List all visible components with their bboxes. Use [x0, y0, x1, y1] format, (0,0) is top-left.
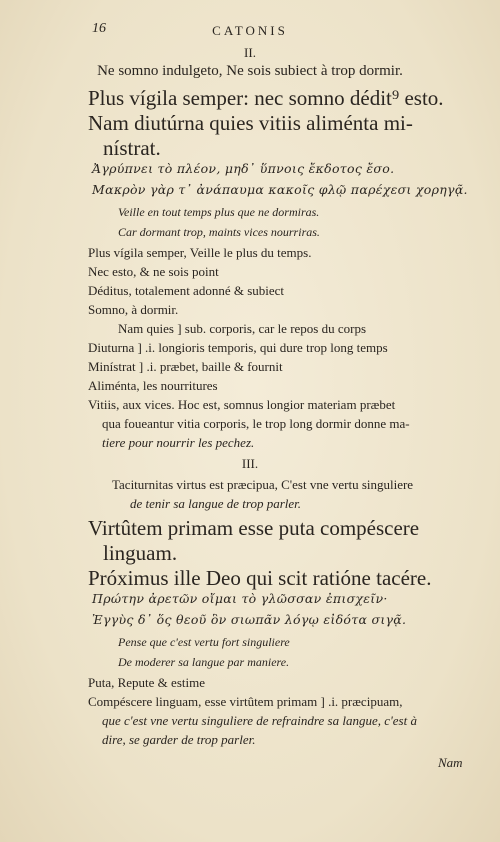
greek-line: Ἀγρύπνει τὸ πλέον, μηδ᾽ ὕπνοις ἔκδοτος ἔσο.	[92, 161, 395, 176]
verse-line: Virtûtem primam esse puta compéscere	[88, 516, 420, 540]
verse-line: nístrat.	[103, 136, 161, 160]
gloss-line: Nam quies ] sub. corporis, car le repos du corps	[118, 321, 367, 336]
gloss-line: tiere pour nourrir les pechez.	[102, 435, 255, 450]
section-number: III.	[241, 456, 259, 471]
distich-title: Ne somno indulgeto, Ne sois subiect à trop dormir.	[97, 63, 403, 79]
gloss-line: Compéscere linguam, esse virtûtem primam ] .i. præcipuam,	[88, 694, 403, 709]
gloss-line: Plus vígila semper, Veille le plus du temps.	[88, 245, 312, 260]
greek-line: Πρώτην ἀρετῶν οἴμαι τὸ γλῶσσαν ἐπισχεῖν·	[92, 591, 388, 606]
gloss-line: Nec esto, & ne sois point	[88, 264, 219, 279]
french-verse: Pense que c'est vertu fort singuliere	[118, 635, 290, 649]
gloss-line: dire, se garder de trop parler.	[102, 732, 256, 747]
gloss-line: Vitiis, aux vices. Hoc est, somnus longior materiam præbet	[88, 397, 396, 412]
verse-line: Próximus ille Deo qui scit ratióne tacére.	[88, 566, 432, 590]
gloss-line: Minístrat ] .i. præbet, baille & fournit	[88, 359, 283, 374]
gloss-line: qua foueantur vitia corporis, le trop long dormir donne ma-	[102, 416, 410, 431]
gloss-line: Puta, Repute & estime	[88, 675, 205, 690]
section-number: II.	[244, 45, 256, 60]
french-verse: Veille en tout temps plus que ne dormiras.	[118, 205, 320, 219]
gloss-line: Diuturna ] .i. longioris temporis, qui dure trop long temps	[88, 340, 388, 355]
verse-line: linguam.	[103, 541, 178, 565]
distich-title: de tenir sa langue de trop parler.	[130, 496, 302, 511]
gloss-line: Somno, à dormir.	[88, 302, 179, 317]
running-title: CATONIS	[212, 23, 288, 38]
distich-title: Taciturnitas virtus est præcipua, C'est vne vertu singuliere	[112, 477, 414, 492]
greek-line: Ἐγγὺς δ᾽ ὅς θεοῦ ὃν σιωπᾶν λόγῳ εἰδότα σιγᾷ.	[92, 612, 407, 627]
french-verse: Car dormant trop, maints vices nourriras.	[118, 225, 320, 239]
page-number: 16	[92, 21, 106, 36]
french-verse: De moderer sa langue par maniere.	[118, 655, 290, 669]
gloss-line: que c'est vne vertu singuliere de refraindre sa langue, c'est à	[102, 713, 417, 728]
verse-line: Nam diutúrna quies vitiis aliménta mi-	[88, 111, 413, 135]
greek-line: Μακρὸν γὰρ τ᾽ ἀνάπαυμα κακοῖς φλῷ παρέχεσι χορηγᾷ.	[92, 182, 468, 197]
verse-line: Plus vígila semper: nec somno dédit⁹ esto.	[88, 86, 444, 110]
catchword: Nam	[438, 755, 463, 770]
gloss-line: Aliménta, les nourritures	[88, 378, 218, 393]
gloss-line: Déditus, totalement adonné & subiect	[88, 283, 285, 298]
